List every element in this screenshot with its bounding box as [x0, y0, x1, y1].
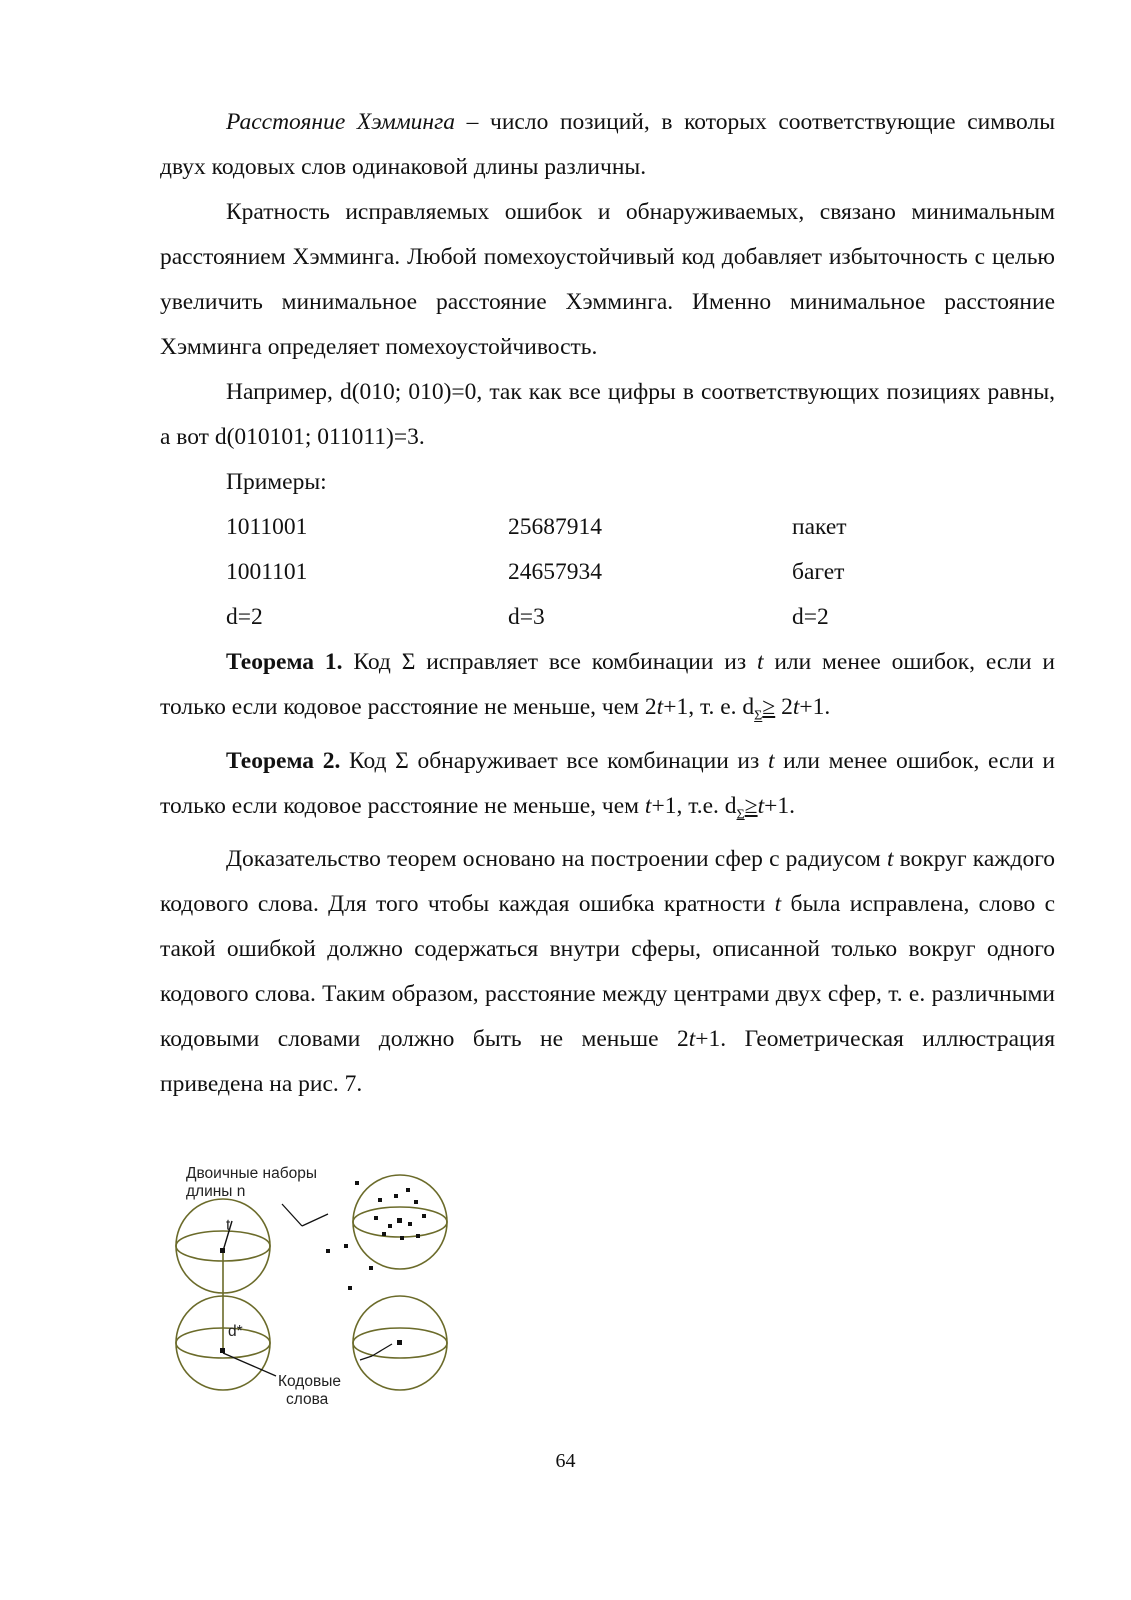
label-distance: d* — [228, 1323, 243, 1340]
page-number: 64 — [555, 1450, 576, 1472]
label-binary-length: длины n — [186, 1183, 246, 1200]
examples-cell: багет — [792, 559, 845, 585]
examples-row — [160, 505, 1055, 550]
examples-cell: d=2 — [226, 604, 263, 630]
paragraph-example: Например, d(010; 010)=0, так как все цифры в соответствующих позициях равны, а вот d(010101; 011011)=3. — [160, 379, 1055, 450]
label-binary-sets: Двоичные наборы — [186, 1165, 317, 1182]
examples-cell: d=2 — [792, 604, 829, 630]
paragraph-proof: Доказательство теорем основано на построении сфер с радиусом t вокруг каждого кодового слова. Для того чтобы каждая ошибка кратности t была исправлена, слово с такой ошибкой должно содержаться внутри сферы, описанной только вокруг одного кодового слова. Таким образом, расстояние между центрами двух сфер, т. е. различными кодовыми словами должно быть не меньше 2t+1. Геометрическая иллюстрация приведена на рис. 7. — [160, 846, 1056, 1098]
examples-table — [160, 505, 1055, 640]
examples-row — [160, 550, 1055, 595]
examples-row — [160, 595, 1055, 640]
theorem-2: Теорема 2. Код Σ обнаруживает все комбинации из t или менее ошибок, если и только если кодовое расстояние не меньше, чем t+1, т.е. $d_\Sigma\ge t+1$. — [160, 747, 1055, 823]
body-text — [160, 100, 1055, 1107]
label-radius-t: t — [226, 1217, 231, 1234]
theorem-1-label: Теорема 1. — [226, 649, 343, 675]
paragraph-hamming-definition: Расстояние Хэмминга – число позиций, в которых соответствующие символы двух кодовых слов одинаковой длины различны. — [160, 109, 1055, 180]
examples-cell: пакет — [792, 514, 847, 540]
label-code-words: Кодовые — [278, 1373, 341, 1390]
label-code-words-2: слова — [286, 1391, 329, 1408]
theorem-2-label: Теорема 2. — [226, 747, 341, 774]
examples-cell: 25687914 — [508, 514, 602, 540]
examples-cell: d=3 — [508, 604, 545, 630]
examples-cell: 1011001 — [226, 514, 308, 540]
examples-cell: 24657934 — [508, 559, 602, 585]
figure-hamming-spheres — [160, 1158, 460, 1418]
term-hamming-distance: Расстояние Хэмминга — [226, 109, 456, 135]
examples-cell: 1001101 — [226, 559, 308, 585]
paragraph-examples-heading: Примеры: — [226, 469, 327, 495]
spheres-diagram — [160, 1158, 460, 1418]
paragraph-multiplicity: Кратность исправляемых ошибок и обнаруживаемых, связано минимальным расстоянием Хэмминга. Любой помехоустойчивый код добавляет избыточность с целью увеличить минимальное расстояние Хэмминга. Именно минимальное расстояние Хэмминга определяет помехоустойчивость. — [160, 199, 1055, 360]
theorem-1: Теорема 1. Код Σ исправляет все комбинации из t или менее ошибок, если и только если кодовое расстояние не меньше, чем 2t+1, т. е. $d_\Sigma\ge 2t+1$. — [160, 649, 1055, 724]
